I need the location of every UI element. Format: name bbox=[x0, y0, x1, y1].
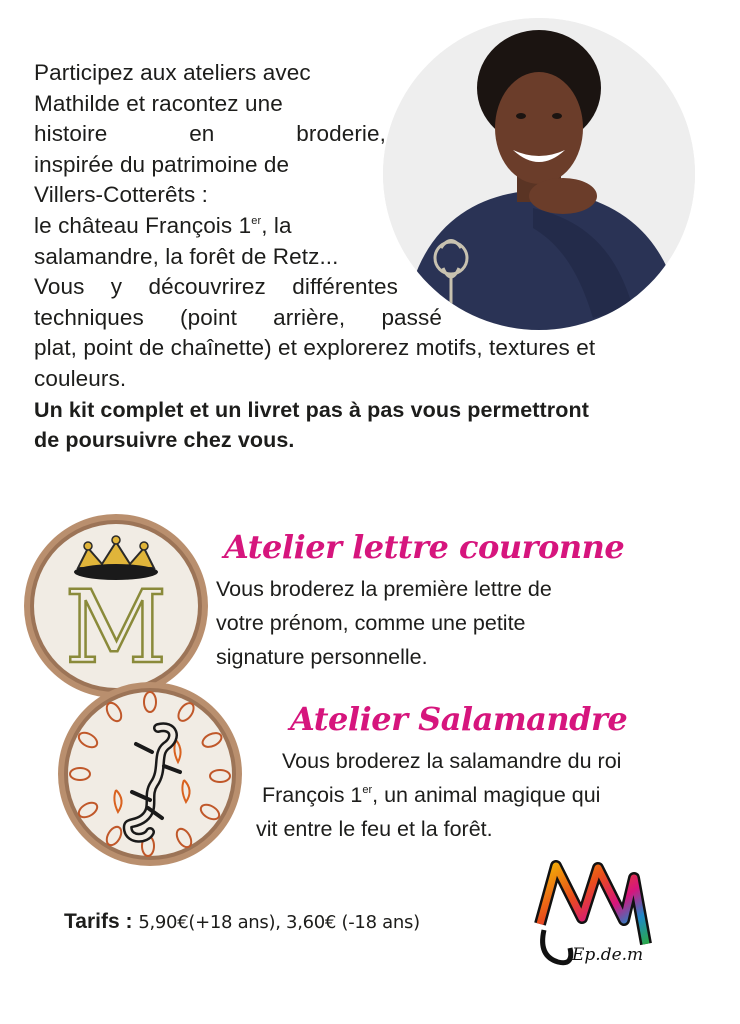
atelier2-line-text-end: , un animal magique qui bbox=[372, 783, 601, 807]
atelier1-title: Atelier lettre couronne bbox=[224, 528, 625, 566]
tarifs bbox=[64, 910, 420, 934]
atelier1-description bbox=[216, 572, 552, 674]
embroidery-hoop-crown-letter bbox=[22, 512, 210, 700]
embroidered-letter: M bbox=[64, 569, 168, 686]
intro-bold-line: Un kit complet et un livret pas à pas vous permettront bbox=[34, 397, 589, 422]
tarifs-label: Tarifs : bbox=[64, 910, 133, 933]
intro-line: Mathilde et racontez une bbox=[34, 90, 283, 116]
crown-letter-embroidery-image bbox=[22, 512, 210, 700]
logo bbox=[528, 860, 658, 980]
intro-line: salamandre, la forêt de Retz... bbox=[34, 243, 339, 269]
intro-line: Participez aux ateliers avec bbox=[34, 60, 311, 85]
intro-line: techniques (point arrière, passé bbox=[34, 304, 442, 330]
embroidery-hoop-salamander bbox=[56, 680, 244, 868]
atelier2-description bbox=[248, 744, 621, 846]
atelier2-line: Vous broderez la salamandre du roi bbox=[282, 749, 622, 773]
intro-line: Vous y découvrirez différentes bbox=[34, 274, 398, 300]
person-illustration bbox=[383, 18, 695, 330]
logo-signature: Ep.de.m bbox=[572, 945, 644, 965]
atelier2-title: Atelier Salamandre bbox=[290, 700, 628, 738]
atelier1-line: votre prénom, comme une petite bbox=[216, 611, 526, 635]
chateau-text: le château François 1 bbox=[34, 212, 252, 238]
intro-line: plat, point de chaînette) et explorerez motifs, textures et bbox=[34, 335, 596, 361]
atelier1-line: Vous broderez la première lettre de bbox=[216, 577, 552, 601]
chateau-text-end: , la bbox=[261, 212, 292, 238]
intro-line: inspirée du patrimoine de bbox=[34, 151, 290, 177]
superscript: er bbox=[251, 214, 262, 227]
intro-line: histoire en broderie, bbox=[34, 121, 386, 147]
atelier2-line-text: François 1 bbox=[262, 783, 363, 807]
intro-line: Villers-Cotterêts : bbox=[34, 182, 209, 208]
salamander-embroidery-image bbox=[56, 680, 244, 868]
intro-bold-line: de poursuivre chez vous. bbox=[34, 428, 295, 453]
atelier2-line: vit entre le feu et la forêt. bbox=[256, 817, 493, 841]
tarifs-value: 5,90€(+18 ans), 3,60€ (-18 ans) bbox=[138, 912, 420, 933]
intro-line: couleurs. bbox=[34, 365, 127, 391]
atelier2-line bbox=[262, 778, 621, 812]
superscript: er bbox=[362, 784, 373, 796]
portrait-photo bbox=[383, 18, 695, 330]
logo-m-icon bbox=[528, 860, 658, 980]
atelier1-line: signature personnelle. bbox=[216, 645, 428, 669]
